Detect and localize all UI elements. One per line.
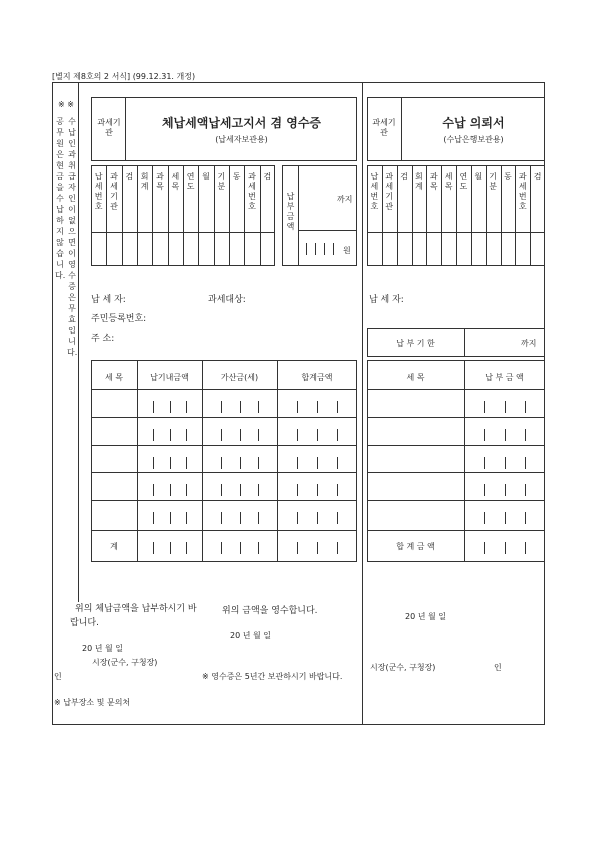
digit-separator (170, 429, 171, 441)
receipt-table-header: 가산금(세) (220, 373, 259, 382)
receipt-agency-label: 과세기관 (97, 118, 121, 137)
receipt-taxpayer-label: 납 세 자: (91, 295, 126, 305)
request-total-label: 합 계 금 액 (396, 542, 435, 551)
digit-separator (240, 429, 241, 441)
table-row-line (91, 445, 357, 446)
table-row-line (367, 445, 545, 446)
digit-separator (525, 512, 526, 524)
digit-separator (337, 512, 338, 524)
digit-separator (317, 512, 318, 524)
digit-separator (337, 484, 338, 496)
receipt-grid-header: 기분 (217, 172, 226, 191)
request-grid-header: 월 (474, 172, 483, 181)
digit-separator (484, 542, 485, 554)
digit-separator (505, 542, 506, 554)
request-taxpayer-label: 납 세 자: (369, 295, 404, 305)
digit-separator (221, 542, 222, 554)
receipt-table-header: 세 목 (105, 373, 123, 382)
receipt-grid-header: 월 (202, 172, 210, 181)
request-due-label: 납 부 기 한 (396, 339, 435, 348)
request-grid-header: 세목 (444, 172, 453, 191)
table-col-line (137, 360, 138, 562)
request-date: 20 년 월 일 (405, 612, 446, 621)
table-row-line (367, 530, 545, 531)
receipt-mayor-left: 시장(군수, 구청장) (92, 658, 158, 667)
side-strip-divider (78, 82, 79, 602)
table-row-line (91, 472, 357, 473)
receipt-table-header: 합계금액 (301, 373, 333, 382)
side-note-mark: ※ ※ (58, 100, 74, 109)
digit-separator (153, 542, 154, 554)
receipt-grid-header: 검 (125, 172, 134, 181)
digit-separator (484, 512, 485, 524)
digit-separator (170, 401, 171, 413)
receipt-date-left: 20 년 월 일 (82, 644, 123, 653)
digit-separator (317, 401, 318, 413)
digit-separator (484, 401, 485, 413)
request-until-label: 까지 (521, 339, 537, 348)
request-subtitle: (수납은행보관용) (443, 135, 504, 144)
digit-separator (317, 484, 318, 496)
receipt-won-label: 원 (343, 246, 351, 255)
receipt-period-label: 납부금액 (286, 192, 295, 231)
digit-separator (484, 484, 485, 496)
digit-separator (221, 484, 222, 496)
request-grid-header: 기분 (489, 172, 497, 191)
digit-separator (221, 457, 222, 469)
digit-separator (186, 542, 187, 554)
table-row-line (367, 472, 545, 473)
digit-separator (186, 484, 187, 496)
digit-separator (297, 484, 298, 496)
table-col-line (202, 360, 203, 562)
digit-separator (240, 457, 241, 469)
digit-separator (153, 512, 154, 524)
digit-separator (505, 484, 506, 496)
receipt-grid-header: 동 (232, 172, 241, 181)
digit-separator (170, 512, 171, 524)
digit-separator (258, 542, 259, 554)
request-agency-label: 과세기관 (372, 118, 396, 137)
receipt-grid-header: 검 (263, 172, 272, 181)
receipt-title: 체납세액납세고지서 겸 영수증 (161, 116, 322, 130)
side-note-col1: 공무원은현금을수납하지않습니다. (55, 117, 66, 280)
digit-separator (337, 429, 338, 441)
table-row-line (91, 389, 357, 390)
digit-separator (221, 429, 222, 441)
digit-separator (297, 401, 298, 413)
digit-separator (317, 542, 318, 554)
request-amount-table (367, 360, 545, 562)
table-row-line (91, 500, 357, 501)
digit-separator (170, 542, 171, 554)
digit-separator (153, 429, 154, 441)
request-grid-header: 동 (504, 172, 512, 181)
digit-separator (505, 512, 506, 524)
request-grid-header: 연도 (459, 172, 468, 191)
receipt-grid-header: 회계 (140, 172, 149, 191)
request-grid-header: 검 (400, 172, 408, 181)
receipt-resno-label: 주민등록번호: (91, 314, 147, 324)
receipt-grid-header: 과세기관 (110, 172, 118, 211)
digit-separator (317, 429, 318, 441)
request-grid-header: 납세번호 (370, 172, 379, 211)
digit-separator (258, 484, 259, 496)
digit-separator (258, 429, 259, 441)
side-note-col2: 수납인과취급자인이없으면이영수증은무효입니다. (67, 117, 78, 357)
table-row-line (367, 389, 545, 390)
receipt-subtitle: (납세자보관용) (215, 135, 268, 144)
digit-separator (240, 484, 241, 496)
request-grid-header: 회계 (415, 172, 423, 191)
receipt-grid-header: 연도 (186, 172, 195, 191)
request-table-header: 납 부 금 액 (485, 373, 524, 382)
receipt-total-label: 계 (110, 542, 118, 551)
receipt-address-label: 주 소: (91, 334, 115, 344)
receipt-grid-header: 과목 (156, 172, 164, 191)
digit-separator (525, 484, 526, 496)
table-row-line (91, 530, 357, 531)
digit-separator (258, 401, 259, 413)
digit-separator (186, 512, 187, 524)
request-grid-header: 검 (533, 172, 542, 181)
digit-separator (240, 401, 241, 413)
digit-separator (258, 512, 259, 524)
digit-separator (484, 457, 485, 469)
digit-separator (297, 457, 298, 469)
receipt-grid-header: 과세번호 (248, 172, 256, 211)
receipt-taxobj-label: 과세대상: (208, 295, 246, 305)
request-title: 수납 의뢰서 (442, 116, 505, 130)
receipt-until-label: 까지 (337, 195, 353, 204)
digit-separator (337, 542, 338, 554)
table-row-line (367, 417, 545, 418)
request-seal: 인 (494, 663, 502, 672)
receipt-receipt-text: 위의 금액을 영수합니다. (222, 606, 318, 616)
receipt-inquiry: ※ 납부장소 및 문의처 (54, 698, 131, 707)
digit-separator (221, 401, 222, 413)
digit-separator (505, 401, 506, 413)
request-grid-header: 과목 (429, 172, 438, 191)
table-col-line (464, 360, 465, 562)
table-row-line (91, 417, 357, 418)
digit-separator (317, 457, 318, 469)
digit-separator (297, 429, 298, 441)
request-table-header: 세 목 (406, 373, 425, 382)
receipt-grid-header: 납세번호 (94, 172, 103, 211)
receipt-date-right: 20 년 월 일 (230, 631, 271, 640)
table-row-line (367, 500, 545, 501)
request-grid-header: 과세번호 (518, 172, 527, 211)
digit-separator (505, 429, 506, 441)
table-col-line (277, 360, 278, 562)
digit-separator (170, 457, 171, 469)
request-mayor: 시장(군수, 구청장) (370, 663, 436, 672)
form-header-note: [별지 제8호의 2 서식] (99.12.31. 개정) (52, 72, 196, 81)
receipt-pay-request: 위의 체납금액을 납부하시기 바랍니다. (70, 604, 197, 628)
receipt-table-header: 납기내금액 (150, 373, 189, 382)
digit-separator (240, 512, 241, 524)
digit-separator (186, 457, 187, 469)
digit-separator (337, 457, 338, 469)
digit-separator (297, 512, 298, 524)
digit-separator (153, 484, 154, 496)
digit-separator (484, 429, 485, 441)
section-divider (362, 82, 363, 725)
digit-separator (297, 542, 298, 554)
digit-separator (525, 401, 526, 413)
digit-separator (186, 429, 187, 441)
digit-separator (221, 512, 222, 524)
digit-separator (505, 457, 506, 469)
digit-separator (153, 457, 154, 469)
digit-separator (153, 401, 154, 413)
digit-separator (525, 429, 526, 441)
digit-separator (525, 542, 526, 554)
receipt-seal-left: 인 (54, 672, 62, 681)
digit-separator (170, 484, 171, 496)
receipt-grid-header: 세목 (171, 172, 180, 191)
digit-separator (525, 457, 526, 469)
request-grid-header: 과세기관 (385, 172, 394, 211)
digit-separator (258, 457, 259, 469)
digit-separator (337, 401, 338, 413)
receipt-note: ※ 영수증은 5년간 보관하시기 바랍니다. (202, 672, 343, 681)
digit-separator (240, 542, 241, 554)
digit-separator (186, 401, 187, 413)
